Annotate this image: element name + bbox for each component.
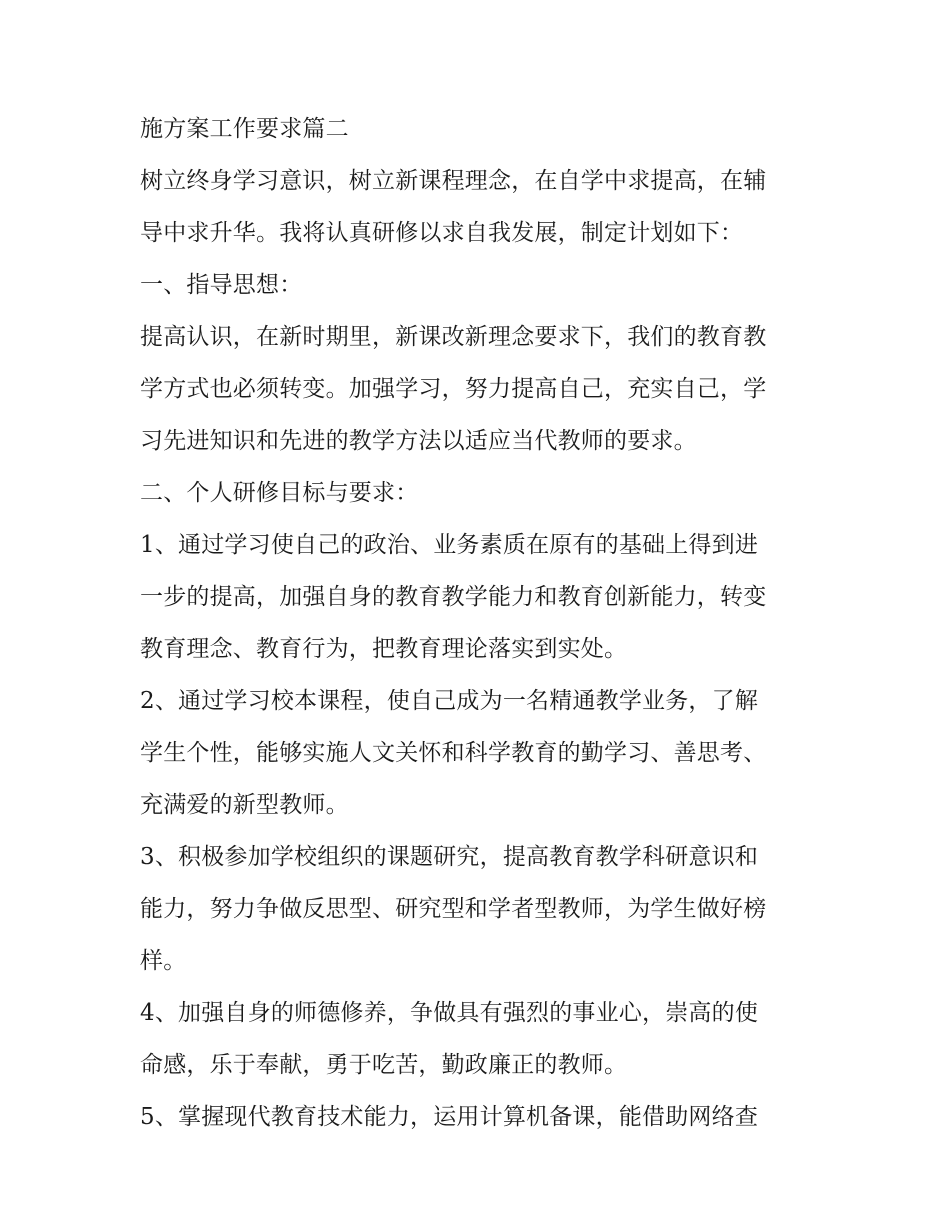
paragraph-line: 树立终身学习意识，树立新课程理念，在自学中求提高，在辅 [140, 168, 767, 194]
list-item-line: 命感，乐于奉献，勇于吃苦，勤政廉正的教师。 [140, 1052, 628, 1078]
list-item-line: 学生个性，能够实施人文关怀和科学教育的勤学习、善思考、 [140, 740, 767, 766]
list-item-line: 3、积极参加学校组织的课题研究，提高教育教学科研意识和 [140, 844, 759, 870]
section-heading: 施方案工作要求篇二 [140, 116, 349, 142]
list-item-line: 样。 [140, 948, 187, 974]
list-item-line: 1、通过学习使自己的政治、业务素质在原有的基础上得到进 [140, 532, 759, 558]
section-heading: 一、指导思想： [140, 272, 303, 298]
list-item-line: 教育理念、教育行为，把教育理论落实到实处。 [140, 636, 628, 662]
paragraph-line: 习先进知识和先进的教学方法以适应当代教师的要求。 [140, 428, 697, 454]
list-item-line: 4、加强自身的师德修养，争做具有强烈的事业心，崇高的使 [140, 1000, 759, 1026]
list-item-line: 5、掌握现代教育技术能力，运用计算机备课，能借助网络查 [140, 1104, 759, 1130]
list-item-line: 2、通过学习校本课程，使自己成为一名精通教学业务，了解 [140, 688, 759, 714]
paragraph-line: 提高认识，在新时期里，新课改新理念要求下，我们的教育教 [140, 324, 767, 350]
section-heading: 二、个人研修目标与要求： [140, 480, 419, 506]
paragraph-line: 导中求升华。我将认真研修以求自我发展，制定计划如下： [140, 220, 744, 246]
list-item-line: 充满爱的新型教师。 [140, 792, 349, 818]
list-item-line: 能力，努力争做反思型、研究型和学者型教师，为学生做好榜 [140, 896, 767, 922]
list-item-line: 一步的提高，加强自身的教育教学能力和教育创新能力，转变 [140, 584, 767, 610]
paragraph-line: 学方式也必须转变。加强学习，努力提高自己，充实自己，学 [140, 376, 767, 402]
